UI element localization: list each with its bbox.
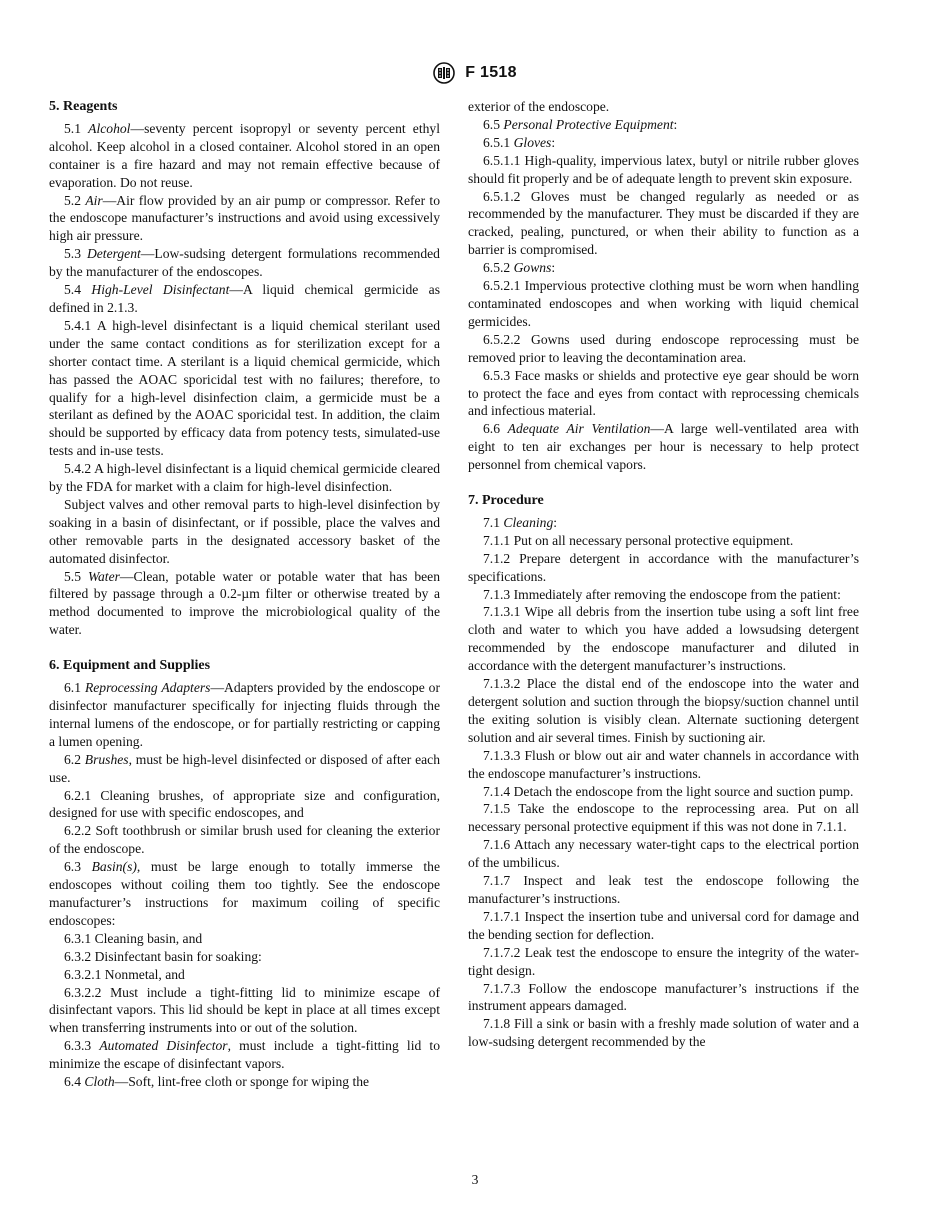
right-column	[468, 98, 859, 1051]
clause-number: 7.1.3	[483, 586, 511, 602]
clause-number: 7.1.5	[483, 801, 511, 817]
paragraph	[49, 496, 440, 568]
clause-separator: :	[553, 514, 558, 530]
clause-number: 6.5	[483, 116, 500, 132]
paragraph	[49, 245, 440, 281]
clause-text: Soft, lint-free cloth or sponge for wiping the	[128, 1074, 370, 1090]
clause-text: Clean, potable water or potable water that has been filtered by passage through a 0.2-µm filter or otherwise treated by a method documented to improve the microbiological quality of the water.	[49, 568, 440, 638]
clause-title: Adequate Air Ventilation	[507, 421, 651, 437]
paragraph	[49, 822, 440, 858]
clause-text: must be large enough to totally immerse the endoscopes without coiling them too tightly. See the endoscope manufacturer’s instructions for maximum coiling of specific endoscopes:	[49, 859, 440, 928]
clause-separator: —	[650, 421, 664, 437]
paragraph	[49, 568, 440, 640]
clause-title: Alcohol	[88, 120, 131, 136]
clause-number: 7.1	[483, 514, 500, 530]
clause-number: 5.2	[64, 192, 81, 208]
paragraph	[49, 858, 440, 930]
clause-text: Face masks or shields and protective eye gear should be worn to protect the face and eyes from contact with reprocessing chemicals and infectious material.	[468, 367, 860, 419]
clause-text: Soft toothbrush or similar brush used for cleaning the exterior of the endoscope.	[49, 823, 441, 857]
clause-separator: —	[114, 1074, 129, 1090]
clause-number: 6.3.1	[64, 930, 92, 946]
clause-number: 6.4	[64, 1074, 81, 1090]
clause-text: must include a tight-fitting lid to minimize the escape of disinfectant vapors.	[49, 1038, 440, 1072]
clause-number: 6.5.1.2	[483, 188, 521, 204]
clause-separator: :	[551, 260, 556, 276]
clause-number: 6.3.2.2	[64, 984, 102, 1000]
clause-number: 5.5	[64, 568, 81, 584]
paragraph	[468, 420, 859, 474]
clause-title: Basin(s)	[91, 859, 137, 875]
page-header	[0, 62, 950, 86]
clause-number: 6.5.2.2	[483, 331, 521, 347]
clause-text: Cleaning basin, and	[94, 930, 203, 946]
clause-number: 7.1.8	[483, 1016, 511, 1032]
clause-separator: ,	[128, 751, 136, 767]
clause-number: 5.4.2	[64, 461, 92, 477]
clause-text: Nonmetal, and	[104, 966, 185, 982]
paragraph	[468, 980, 859, 1016]
clause-text: Impervious protective clothing must be worn when handling contaminated endoscopes and when working with liquid chemical germicides.	[468, 278, 859, 329]
clause-title: Reprocessing Adapters	[84, 680, 211, 696]
clause-title: Cleaning	[503, 514, 554, 530]
paragraph	[468, 259, 859, 277]
paragraph	[468, 550, 859, 586]
paragraph	[468, 836, 859, 872]
clause-title: Gloves	[513, 134, 552, 150]
clause-number: 6.1	[64, 680, 81, 696]
clause-separator: —	[102, 192, 117, 208]
clause-number: 7.1.3.3	[483, 747, 521, 763]
clause-text: Inspect and leak test the endoscope following the manufacturer’s instructions.	[468, 873, 859, 906]
paragraph	[468, 586, 859, 604]
clause-text: High-quality, impervious latex, butyl or nitrile rubber gloves should fit properly and be of adequate length to prevent skin exposure.	[468, 152, 859, 186]
paragraph	[468, 152, 859, 188]
section-heading: 6. Equipment and Supplies	[49, 658, 211, 674]
paragraph	[468, 747, 859, 783]
paragraph	[468, 188, 859, 260]
paragraph	[49, 751, 440, 787]
paragraph	[49, 192, 440, 246]
paragraph	[468, 1015, 859, 1051]
clause-text: Prepare detergent in accordance with the manufacturer’s specifications.	[468, 550, 859, 584]
section-heading: 7. Procedure	[468, 493, 544, 509]
clause-text: Subject valves and other removal parts to high-level disinfection by soaking in a basin of disinfectant, or if possible, place the valves and other removable parts in the designated accessory basket of the automated disinfector.	[49, 496, 440, 566]
paragraph	[49, 679, 440, 751]
paragraph	[468, 675, 859, 747]
clause-number: 5.4.1	[64, 317, 92, 333]
paragraph	[49, 984, 440, 1038]
clause-text: Leak test the endoscope to ensure the integrity of the water-tight design.	[468, 944, 859, 978]
clause-separator: :	[551, 134, 556, 150]
paragraph	[49, 966, 440, 984]
clause-text: Take the endoscope to the reprocessing area. Put on all necessary personal protective equipment if this was not done in 7.1.1.	[468, 801, 859, 835]
paragraph	[468, 944, 859, 980]
clause-number: 7.1.6	[483, 837, 511, 853]
paragraph	[49, 281, 440, 317]
clause-number: 6.2.1	[64, 787, 92, 803]
paragraph	[49, 460, 440, 496]
paragraph	[468, 116, 859, 134]
clause-text: Place the distal end of the endoscope into the water and detergent solution and suction through the biopsy/suction channel until the exiting solution is visibly clean. Alternate suctioning detergent solution and air several times. Finish by suctioning air.	[468, 676, 859, 745]
clause-number: 7.1.7.3	[483, 980, 521, 996]
paragraph	[468, 908, 859, 944]
paragraph	[468, 367, 859, 421]
clause-number: 5.1	[64, 120, 81, 136]
paragraph	[468, 800, 859, 836]
clause-number: 6.2.2	[64, 823, 92, 839]
clause-number: 7.1.7.1	[483, 908, 521, 924]
clause-text: Adapters provided by the endoscope or disinfector manufacturer specifically for injecting fluids through the internal lumens of the endoscope, or for partially restricting or capping a lumen opening.	[49, 680, 440, 749]
clause-text: Follow the endoscope manufacturer’s instructions if the instrument appears damaged.	[468, 980, 859, 1014]
paragraph	[49, 948, 440, 966]
clause-separator: ,	[227, 1038, 240, 1054]
clause-text: Immediately after removing the endoscope from the patient:	[513, 586, 841, 602]
clause-number: 6.3	[64, 859, 81, 875]
clause-text: Detach the endoscope from the light source and suction pump.	[513, 783, 854, 799]
clause-text: Low-sudsing detergent formulations recommended by the manufacturer of the endoscopes.	[49, 246, 440, 280]
paragraph	[468, 872, 859, 908]
clause-title: High-Level Disinfectant	[91, 282, 230, 298]
clause-number: 7.1.7	[483, 873, 511, 889]
clause-text: exterior of the endoscope.	[468, 99, 610, 114]
clause-number: 6.5.2.1	[483, 278, 521, 294]
paragraph	[49, 787, 440, 823]
paragraph	[468, 514, 859, 532]
clause-separator: —	[130, 120, 145, 136]
clause-number: 7.1.1	[483, 532, 511, 548]
paragraph	[468, 532, 859, 550]
clause-text: Gowns used during endoscope reprocessing must be removed prior to leaving the decontamination area.	[468, 331, 859, 365]
clause-number: 7.1.3.1	[483, 604, 521, 620]
paragraph	[468, 277, 859, 331]
clause-text: A liquid chemical germicide as defined in 2.1.3.	[49, 282, 440, 315]
clause-separator: —	[140, 246, 155, 262]
paragraph	[468, 783, 859, 801]
paragraph	[468, 331, 859, 367]
paragraph	[49, 120, 440, 192]
clause-title: Gowns	[513, 260, 552, 276]
paragraph	[468, 98, 859, 116]
paragraph	[468, 603, 859, 675]
clause-number: 6.5.1.1	[483, 152, 521, 168]
clause-separator: ,	[136, 859, 151, 875]
clause-text: Must include a tight-fitting lid to minimize escape of disinfectant vapors. This lid should be kept in place at all times except when transferring instruments into or out of the solution.	[49, 984, 440, 1036]
paragraph	[49, 1073, 440, 1091]
clause-text: Flush or blow out air and water channels in accordance with the endoscope manufacturer’s instructions.	[468, 747, 859, 781]
paragraph	[49, 317, 440, 460]
clause-number: 6.3.2.1	[64, 966, 102, 982]
clause-title: Detergent	[86, 246, 141, 262]
clause-title: Air	[85, 192, 103, 208]
paragraph	[49, 930, 440, 948]
clause-text: Air flow provided by an air pump or compressor. Refer to the endoscope manufacturer’s instructions and avoid using excessively high air pressure.	[49, 192, 440, 244]
clause-text: A large well-ventilated area with eight to ten air exchanges per hour is necessary to help protect personnel from chemical vapors.	[468, 421, 859, 473]
clause-separator: :	[673, 116, 678, 132]
clause-title: Cloth	[84, 1074, 115, 1090]
clause-separator: —	[229, 282, 243, 298]
clause-number: 7.1.7.2	[483, 944, 521, 960]
paragraph	[468, 134, 859, 152]
clause-text: Attach any necessary water-tight caps to the electrical portion of the umbilicus.	[468, 837, 860, 871]
clause-title: Brushes	[84, 751, 129, 767]
clause-number: 6.6	[483, 421, 500, 437]
clause-number: 7.1.2	[483, 550, 511, 566]
clause-number: 5.3	[64, 246, 81, 262]
clause-text: A high-level disinfectant is a liquid chemical germicide cleared by the FDA for market with a claim for high-level disinfection.	[49, 461, 441, 495]
clause-separator: —	[119, 568, 134, 584]
left-column	[49, 98, 440, 1091]
astm-logo-icon	[433, 62, 455, 84]
clause-text: A high-level disinfectant is a liquid chemical sterilant used under the same contact conditions as for sterilization except for a shorter contact time. A sterilant is a liquid chemical germicide, which has passed the AOAC sporicidal test with no failures; therefore, to qualify for a high-level disinfection claim, a germicide must be a sterilant as defined by the AOAC sporicidal test. In addition, the claim should be supported by efficacy data from potency tests, simulated-use tests and in-use tests.	[49, 317, 440, 459]
clause-text: Cleaning brushes, of appropriate size and configuration, designed for use with specific endoscopes, and	[49, 787, 440, 821]
clause-number: 6.5.3	[483, 367, 511, 383]
clause-text: Inspect the insertion tube and universal cord for damage and the bending section for deflection.	[468, 908, 859, 942]
clause-title: Water	[87, 568, 120, 584]
clause-title: Personal Protective Equipment	[503, 116, 674, 132]
clause-number: 7.1.4	[483, 783, 511, 799]
paragraph	[49, 1037, 440, 1073]
clause-number: 5.4	[64, 282, 81, 298]
clause-number: 6.5.1	[483, 134, 511, 150]
clause-text: Fill a sink or basin with a freshly made solution of water and a low-sudsing detergent recommended by the	[468, 1016, 859, 1050]
clause-number: 6.3.2	[64, 948, 92, 964]
clause-text: Gloves must be changed regularly as needed or as recommended by the manufacturer. They must be discarded if they are cracked, pealing, punctured, or when their ability to function as a barrier is compromised.	[468, 188, 859, 258]
page-number: 3	[471, 1172, 479, 1187]
clause-text: must be high-level disinfected or disposed of after each use.	[49, 751, 440, 785]
clause-text: Wipe all debris from the insertion tube using a soft lint free cloth and water to which you have added a lowsudsing detergent recommended by the endoscope manufacturer and diluted in accordance with the detergent manufacturer’s instructions.	[468, 604, 859, 674]
clause-number: 7.1.3.2	[483, 676, 521, 692]
clause-number: 6.3.3	[64, 1038, 92, 1054]
clause-number: 6.5.2	[483, 260, 511, 276]
clause-text: Disinfectant basin for soaking:	[94, 948, 262, 964]
clause-text: seventy percent isopropyl or seventy percent ethyl alcohol. Keep alcohol in a closed container. Alcohol stored in an open container is a fire hazard and may not remain effective because of evaporation. Do not reuse.	[49, 120, 440, 190]
standard-code: F 1518	[465, 64, 517, 81]
section-heading: 5. Reagents	[49, 99, 118, 114]
clause-separator: —	[210, 680, 225, 696]
clause-number: 6.2	[64, 751, 81, 767]
clause-title: Automated Disinfector	[99, 1038, 228, 1054]
clause-text: Put on all necessary personal protective equipment.	[513, 532, 794, 548]
